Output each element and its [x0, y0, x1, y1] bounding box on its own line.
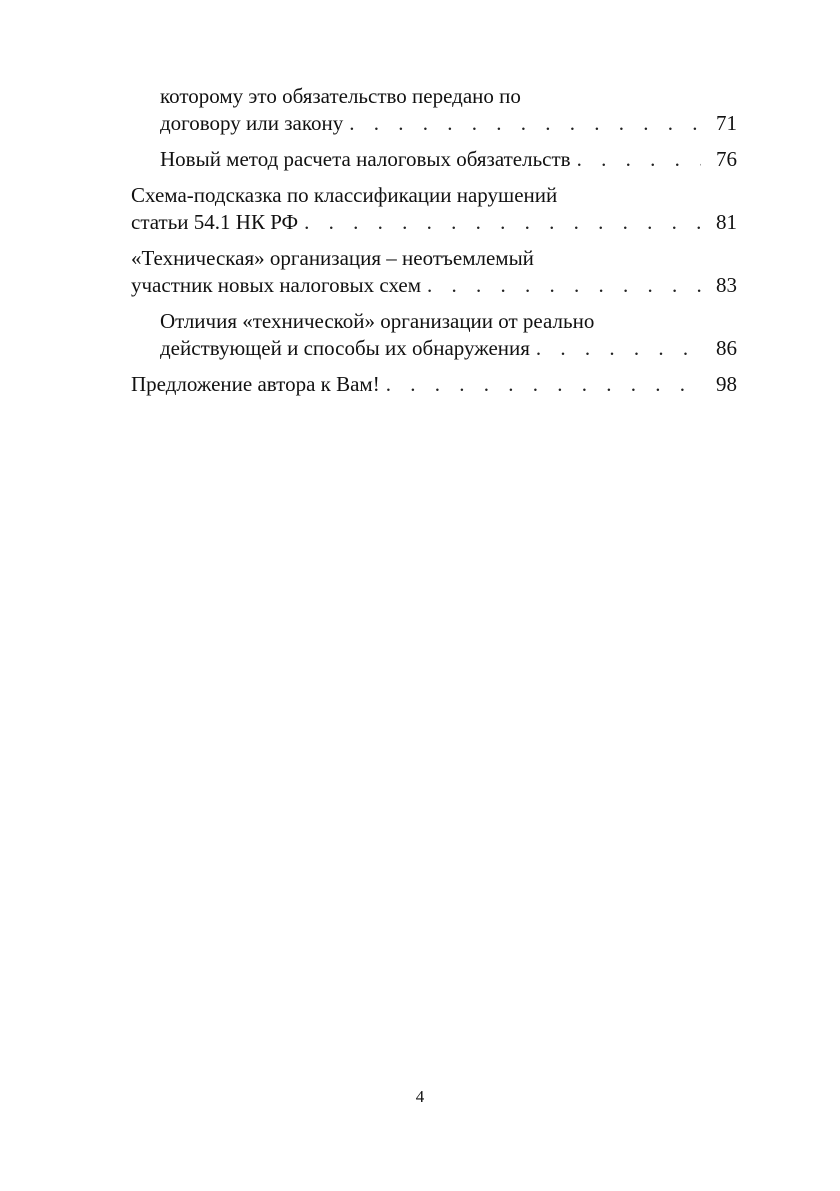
toc-entry-last-line — [131, 272, 737, 299]
toc-entry-text: Отличия «технической» организации от реально — [160, 309, 595, 333]
toc-entry-text: Предложение автора к Вам! — [131, 372, 380, 396]
toc-entry[interactable] — [131, 371, 737, 398]
dot-leader — [421, 272, 701, 299]
dot-leader — [298, 209, 701, 236]
toc-entry-text: Схема-подсказка по классификации нарушений — [131, 183, 558, 207]
toc-entry-text: которому это обязательство передано по — [160, 84, 521, 108]
toc-entry-text: действующей и способы их обнаружения — [160, 336, 530, 360]
dot-leader — [571, 146, 701, 173]
toc-entry-text: Новый метод расчета налоговых обязательств — [160, 147, 571, 171]
toc-entry-last-line — [160, 110, 737, 137]
dot-leader — [530, 335, 701, 362]
toc-entry[interactable] — [131, 146, 737, 173]
toc-entry-text: договору или закону — [160, 111, 344, 135]
page-number: 4 — [415, 1087, 425, 1106]
toc-entry[interactable] — [131, 308, 737, 362]
table-of-contents — [131, 83, 737, 407]
toc-page-number: 86 — [716, 336, 737, 360]
toc-entry[interactable] — [131, 245, 737, 299]
toc-entry[interactable] — [131, 182, 737, 236]
dot-leader — [380, 371, 701, 398]
toc-entry-last-line — [131, 209, 737, 236]
toc-entry-text: участник новых налоговых схем — [131, 273, 422, 297]
toc-page-number: 76 — [716, 147, 737, 171]
toc-page-number: 83 — [716, 273, 737, 297]
toc-page-number: 81 — [716, 210, 737, 234]
dot-leader — [343, 110, 701, 137]
toc-entry-last-line — [160, 146, 737, 173]
toc-entry-text: статьи 54.1 НК РФ — [131, 210, 299, 234]
toc-entry-text: «Техническая» организация – неотъемлемый — [131, 246, 534, 270]
toc-entry-last-line — [160, 335, 737, 362]
toc-page-number: 98 — [716, 372, 737, 396]
toc-entry[interactable] — [131, 83, 737, 137]
toc-entry-last-line — [131, 371, 737, 398]
toc-page-number: 71 — [716, 111, 737, 135]
